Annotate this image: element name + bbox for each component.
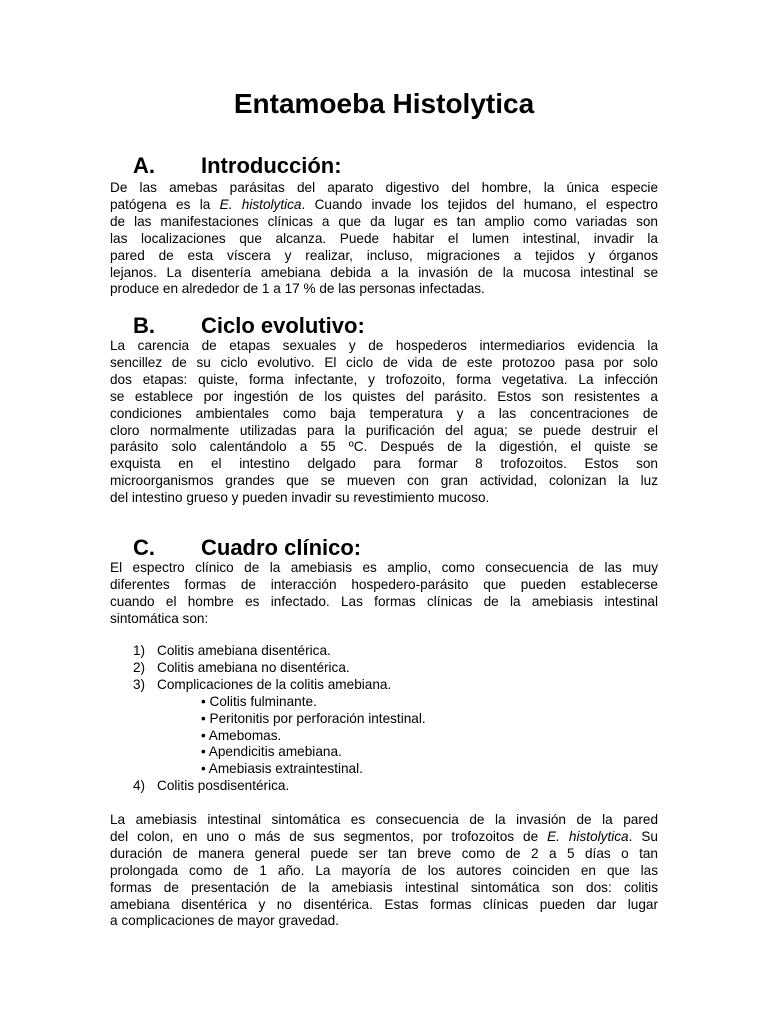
paragraph-line: del intestino grueso y pueden invadir su revestimiento mucoso.: [110, 490, 490, 506]
paragraph-line: El espectro clínico de la amebiasis es amplio, como consecuencia de las muy: [110, 560, 658, 575]
section-heading-ciclo-evolutivo: [133, 313, 365, 339]
section-letter: C.: [133, 535, 155, 560]
paragraph-line: patógena es la E. histolytica. Cuando invade los tejidos del humano, el espectro: [110, 196, 658, 212]
list-subitem: • Colitis fulminante.: [201, 693, 317, 709]
paragraph-line: La amebiasis intestinal sintomática es consecuencia de la invasión de la pared: [110, 812, 658, 827]
section-letter: A.: [133, 153, 155, 178]
list-subitem: • Amebomas.: [201, 727, 282, 743]
list-item: [133, 778, 426, 795]
paragraph-line: exquista en el intestino delgado para formar 8 trofozoitos. Estos son: [110, 456, 658, 472]
section-letter: B.: [133, 313, 155, 338]
paragraph-line: dos etapas: quiste, forma infectante, y trofozoito, forma vegetativa. La infección: [110, 371, 658, 387]
species-name: E. histolytica: [547, 828, 629, 844]
document-title: Entamoeba Histolytica: [233, 88, 535, 119]
list-text: Colitis amebiana disentérica.: [157, 643, 331, 658]
paragraph-line: parásito solo calentándolo a 55 ºC. Después de la digestión, el quiste se: [110, 439, 658, 455]
list-text: Colitis posdisentérica.: [157, 778, 290, 794]
paragraph-line: diferentes formas de interacción hospedero-parásito que pueden establecerse: [110, 576, 658, 592]
list-subitem: • Apendicitis amebiana.: [201, 744, 342, 760]
section-title: Cuadro clínico:: [201, 535, 362, 560]
list-number: 2): [133, 659, 146, 675]
paragraph-introduccion: [110, 180, 658, 298]
list-subitem: • Peritonitis por perforación intestinal.: [201, 710, 426, 726]
species-name: E. histolytica: [219, 196, 302, 212]
paragraph-line: microorganismos grandes que se mueven con gran actividad, colonizan la luz: [110, 473, 658, 489]
list-text: Complicaciones de la colitis amebiana.: [157, 676, 392, 692]
paragraph-line: sintomática son:: [110, 610, 209, 626]
section-heading-introduccion: [133, 153, 342, 179]
paragraph-line: amebiana disentérica y no disentérica. Estas formas clínicas pueden dar lugar: [110, 896, 658, 912]
list-item: [133, 660, 426, 677]
list-number: 4): [133, 778, 146, 794]
paragraph-line: del colon, en uno o más de sus segmentos, por trofozoitos de E. histolytica. Su: [110, 828, 658, 844]
list-number: 3): [133, 676, 146, 692]
paragraph-line: lejanos. La disentería amebiana debida a la invasión de la mucosa intestinal se: [110, 264, 658, 280]
section-title: Introducción:: [201, 153, 342, 178]
paragraph-line: cuando el hombre es infectado. Las formas clínicas de la amebiasis intestinal: [110, 593, 658, 609]
section-heading-cuadro-clinico: [133, 535, 361, 561]
paragraph-line: prolongada como de 1 año. La mayoría de los autores coinciden en que las: [110, 862, 658, 878]
paragraph-line: pared de esta víscera y realizar, incluso, migraciones a tejidos y órganos: [110, 247, 658, 263]
paragraph-line: se establece por ingestión de los quistes del parásito. Estos son resistentes a: [110, 388, 658, 404]
paragraph-line: las localizaciones que alcanza. Puede habitar el lumen intestinal, invadir la: [110, 230, 658, 246]
paragraph-line: duración de manera general puede ser tan breve como de 2 a 5 días o tan: [110, 845, 658, 861]
section-title: Ciclo evolutivo:: [201, 313, 365, 338]
list-item: [133, 643, 426, 660]
paragraph-line: produce en alrededor de 1 a 17 % de las personas infectadas.: [110, 281, 485, 297]
paragraph-line: La carencia de etapas sexuales y de hospederos intermediarios evidencia la: [110, 338, 658, 353]
paragraph-line: sencillez de su ciclo evolutivo. El ciclo de vida de este protozoo pasa por solo: [110, 354, 658, 370]
list-subitem: • Amebiasis extraintestinal.: [201, 761, 363, 777]
list-item: [133, 677, 426, 694]
paragraph-amebiasis-sintomatica: [110, 812, 658, 930]
clinical-forms-list: [133, 643, 426, 795]
list-text: Colitis amebiana no disentérica.: [157, 659, 350, 675]
paragraph-line: formas de presentación de la amebiasis intestinal sintomática son dos: colitis: [110, 879, 658, 895]
paragraph-cuadro-clinico: [110, 560, 658, 628]
paragraph-line: condiciones ambientales como baja temperatura y a las concentraciones de: [110, 405, 658, 421]
list-number: 1): [133, 643, 146, 658]
paragraph-ciclo-evolutivo: [110, 338, 658, 507]
paragraph-line: cloro normalmente utilizadas para la purificación del agua; se puede destruir el: [110, 422, 658, 438]
paragraph-line: de las manifestaciones clínicas a que da lugar es tan amplio como variadas son: [110, 213, 658, 229]
paragraph-line: De las amebas parásitas del aparato digestivo del hombre, la única especie: [110, 180, 658, 195]
paragraph-line: a complicaciones de mayor gravedad.: [110, 913, 339, 929]
